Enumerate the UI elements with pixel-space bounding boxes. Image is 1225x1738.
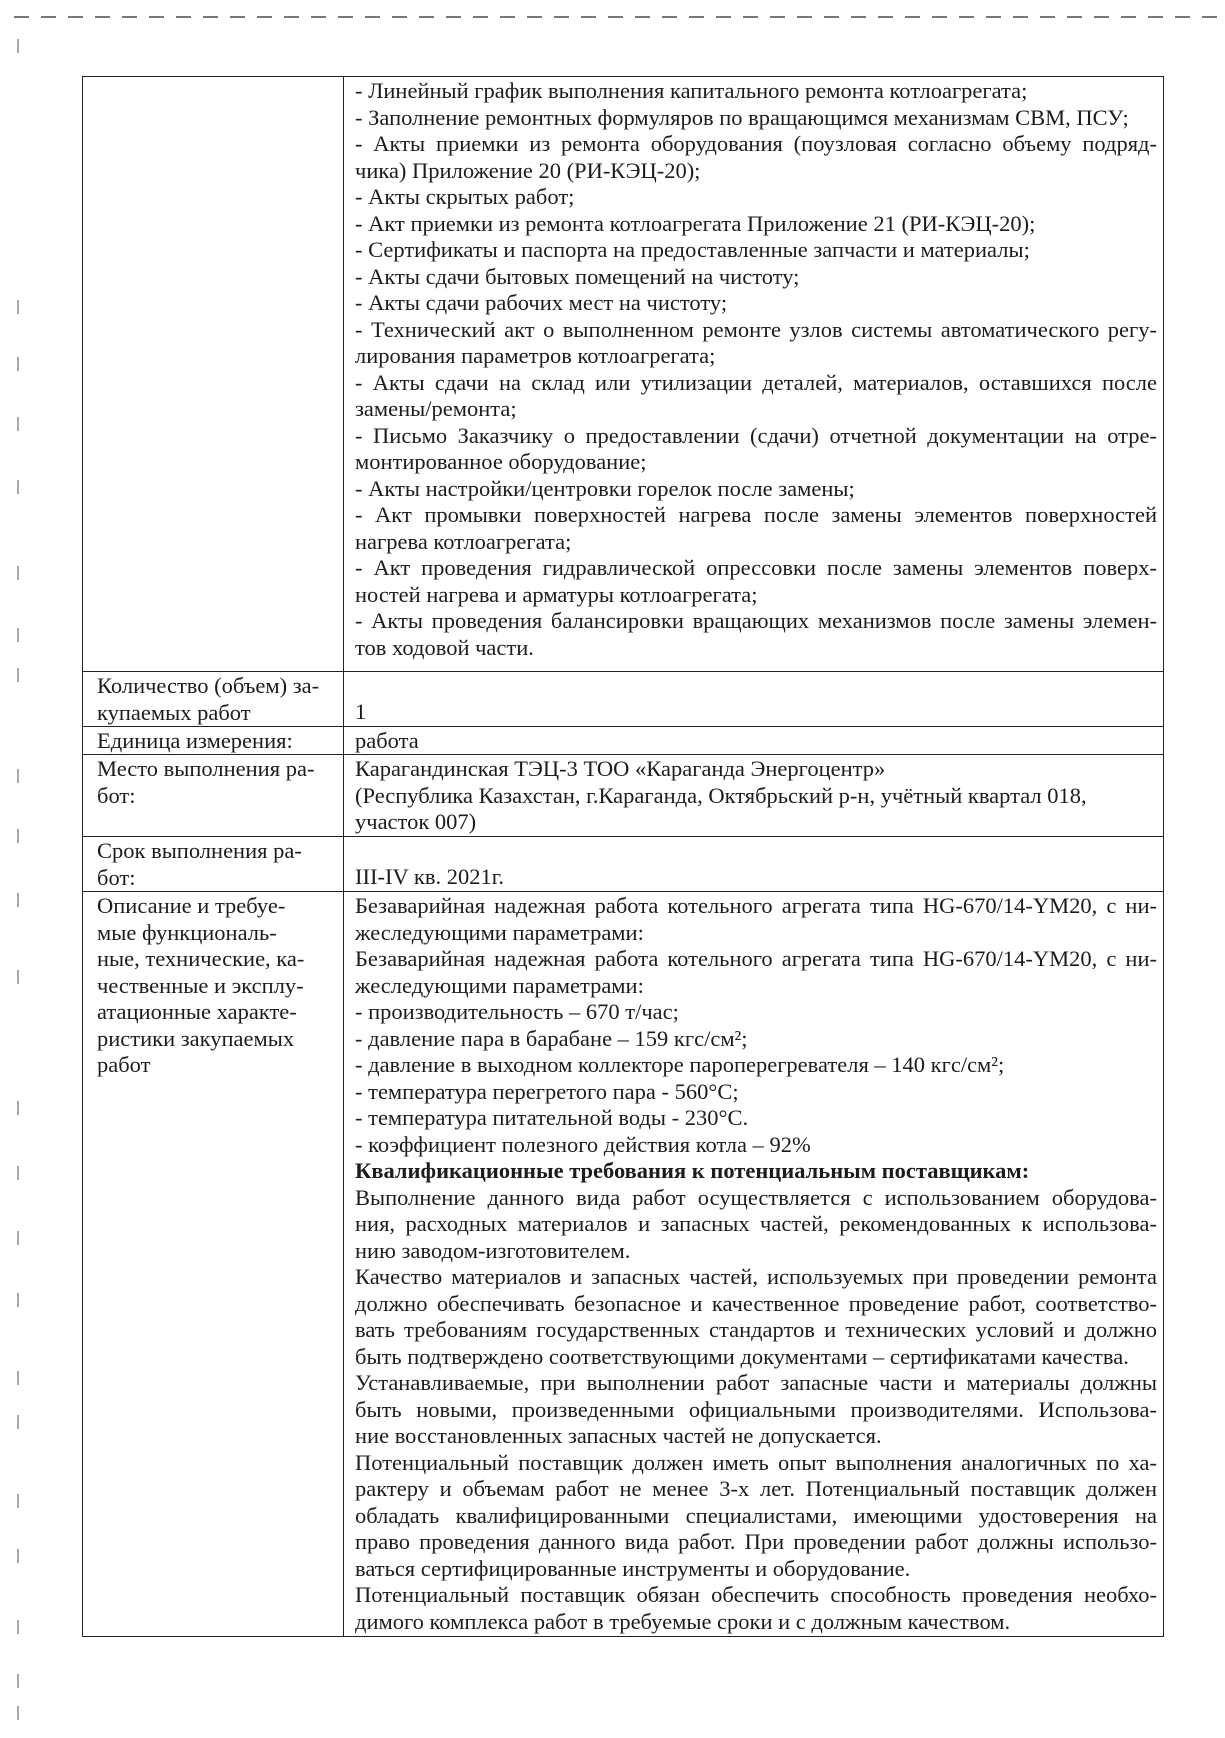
paragraph [355,1582,1157,1635]
paragraph [355,946,1157,999]
paragraph [355,756,1157,783]
paragraph [355,608,1157,661]
text-line: Потенциальный поставщик должен иметь опыт выполнения аналогичных по ха- [355,1449,1157,1475]
text-line: - коэффициент полезного действия котла – 92% [355,1131,811,1157]
paragraph [355,370,1157,423]
paragraph [355,237,1157,264]
requirements-table [82,76,1164,1637]
text-line: 1 [355,698,367,724]
paragraph [355,476,1157,503]
text-line: - Письмо Заказчику о предоставлении (сдачи) отчетной документации на отре- [355,422,1157,448]
text-line: тов ходовой части. [355,634,534,660]
label-line: Описание и требуе- [97,893,286,918]
text-line: Квалификационные требования к потенциальным поставщикам: [355,1158,1030,1183]
text-line: - давление пара в барабане – 159 кгс/см²; [355,1025,748,1051]
text-line: должно обеспечивать безопасное и качественное проведение работ, соответство- [355,1290,1157,1316]
text-line: Безаварийная надежная работа котельного агрегата типа HG-670/14-YM20, с ни- [355,946,1157,971]
text-line: - Сертификаты и паспорта на предоставленные запчасти и материалы; [355,237,1030,262]
text-line: Безаварийная надежная работа котельного агрегата типа HG-670/14-YM20, с ни- [355,893,1157,918]
text-line: ваться сертифицированные инструменты и оборудование. [355,1555,911,1581]
text-line: - Технический акт о выполненном ремонте узлов системы автоматического регу- [355,316,1157,342]
scan-top-dashes [14,16,1225,18]
paragraph [355,1450,1157,1583]
text-line: замены/ремонта; [355,396,517,421]
row-label-cell [83,892,344,1636]
label-line: ристики закупаемых [97,1025,295,1051]
text-line: чика) Приложение 20 (РИ-КЭЦ-20); [355,157,701,183]
paragraph [355,105,1157,132]
text-line: - Линейный график выполнения капитального ремонта котлоагрегата; [355,78,1028,103]
text-line: - производительность – 670 т/час; [355,999,679,1024]
paragraph [355,290,1157,317]
row-label-cell [83,727,344,754]
text-line: - Акт проведения гидравлической опрессовки после замены элементов поверх- [355,555,1157,580]
text-line: - Акты скрытых работ; [355,184,575,209]
label-line: мые функциональ- [97,919,277,945]
label-line: бот: [97,864,136,890]
paragraph [355,1079,1157,1106]
row-label-cell [83,672,344,726]
text-line: Устанавливаемые, при выполнении работ запасные части и материалы должны [355,1370,1157,1395]
text-line: - Акты проведения балансировки вращающих механизмов после замены элемен- [355,608,1157,633]
text-line: Потенциальный поставщик обязан обеспечить способность проведения необхо- [355,1582,1157,1607]
row-work-volume [83,672,1163,727]
text-line: - Акты приемки из ремонта оборудования (поузловая согласно объему подряд- [355,131,1157,156]
row-label-cell [83,77,344,671]
label-line: Срок выполнения ра- [97,838,302,863]
text-line: обладать квалифицированными специалистами, имеющими удостоверения на [355,1502,1157,1528]
paragraph [355,893,1157,946]
text-line: быть подтверждено соответствующими документами – сертификатами качества. [355,1343,1129,1369]
text-line: III-IV кв. 2021г. [355,863,505,889]
row-unit [83,727,1163,755]
label-line: купаемых работ [97,699,251,725]
paragraph [355,728,1157,755]
row-work-period [83,837,1163,892]
text-line: - Акты настройки/центровки горелок после замены; [355,475,855,501]
row-content-cell [344,727,1163,754]
text-line: нию заводом-изготовителем. [355,1237,631,1263]
paragraph [355,1105,1157,1132]
text-line: работа [355,728,419,753]
text-line: - Акт приемки из ремонта котлоагрегата Приложение 21 (РИ-КЭЦ-20); [355,210,1036,236]
label-line: атационные характе- [97,999,297,1024]
paragraph [355,999,1157,1026]
text-line: (Республика Казахстан, г.Караганда, Октябрьский р-н, учётный квартал 018, [355,782,1087,808]
text-line: Карагандинская ТЭЦ-3 ТОО «Караганда Энергоцентр» [355,756,886,781]
paragraph [355,1026,1157,1053]
paragraph [355,783,1157,836]
row-label-cell [83,755,344,836]
text-line: - Акты сдачи рабочих мест на чистоту; [355,290,728,315]
text-line: Качество материалов и запасных частей, используемых при проведении ремонта [355,1264,1157,1289]
text-line: монтированное оборудование; [355,449,647,474]
text-line: право проведения данного вида работ. При проведении работ должны использо- [355,1529,1157,1554]
paragraph [355,1264,1157,1370]
paragraph [355,1370,1157,1450]
label-line: работ [97,1052,151,1077]
row-content-cell [344,755,1163,836]
paragraph [355,699,1157,726]
row-deliverables [83,77,1163,672]
text-line: - Акт промывки поверхностей нагрева после замены элементов поверхностей [355,502,1157,527]
scan-edge-marks [0,0,40,1738]
label-line: Место выполнения ра- [97,756,315,781]
label-line: Количество (объем) за- [97,673,320,698]
paragraph [355,264,1157,291]
label-line: Единица измерения: [97,728,293,753]
paragraph [355,78,1157,105]
text-line: участок 007) [355,809,477,834]
paragraph [355,131,1157,184]
paragraph [355,423,1157,476]
row-description [83,892,1163,1636]
text-line: ностей нагрева и арматуры котлоагрегата; [355,581,758,607]
text-line: нагрева котлоагрегата; [355,528,572,554]
text-line: - Акты сдачи бытовых помещений на чистоту; [355,263,800,289]
paragraph [355,317,1157,370]
paragraph [355,184,1157,211]
row-content-cell [344,672,1163,726]
text-line: - температура перегретого пара - 560°С; [355,1078,739,1104]
text-line: - Заполнение ремонтных формуляров по вращающимся механизмам СВМ, ПСУ; [355,104,1129,130]
paragraph [355,211,1157,238]
row-work-location [83,755,1163,837]
row-label-cell [83,837,344,891]
paragraph [355,502,1157,555]
label-line: чественные и эксплу- [97,972,304,998]
text-line: ния, расходных материалов и запасных частей, рекомендованных к использова- [355,1211,1157,1236]
text-line: рактеру и объемам работ не менее 3-х лет. Потенциальный поставщик должен [355,1476,1157,1501]
text-line: Выполнение данного вида работ осуществляется с использованием оборудова- [355,1184,1157,1210]
text-line: жеследующими параметрами: [355,972,644,998]
text-line: - температура питательной воды - 230°С. [355,1105,749,1130]
text-line: димого комплекса работ в требуемые сроки и с должным качеством. [355,1608,1011,1634]
paragraph [355,555,1157,608]
text-line: ние восстановленных запасных частей не допускается. [355,1423,882,1448]
text-line: лирования параметров котлоагрегата; [355,343,716,368]
text-line: жеследующими параметрами: [355,919,644,945]
text-line: - Акты сдачи на склад или утилизации деталей, материалов, оставшихся после [355,369,1157,395]
paragraph [355,1052,1157,1079]
paragraph [355,864,1157,891]
paragraph [355,1185,1157,1265]
row-content-cell [344,837,1163,891]
section-heading [355,1158,1157,1185]
text-line: вать требованиям государственных стандартов и технических условий и должно [355,1317,1157,1342]
text-line: - давление в выходном коллекторе пароперегревателя – 140 кгс/см²; [355,1052,1005,1077]
text-line: быть новыми, произведенными официальными производителями. Использова- [355,1396,1157,1422]
paragraph [355,1132,1157,1159]
row-content-cell [344,892,1163,1636]
row-content-cell [344,77,1163,671]
label-line: бот: [97,782,136,808]
label-line: ные, технические, ка- [97,946,305,971]
